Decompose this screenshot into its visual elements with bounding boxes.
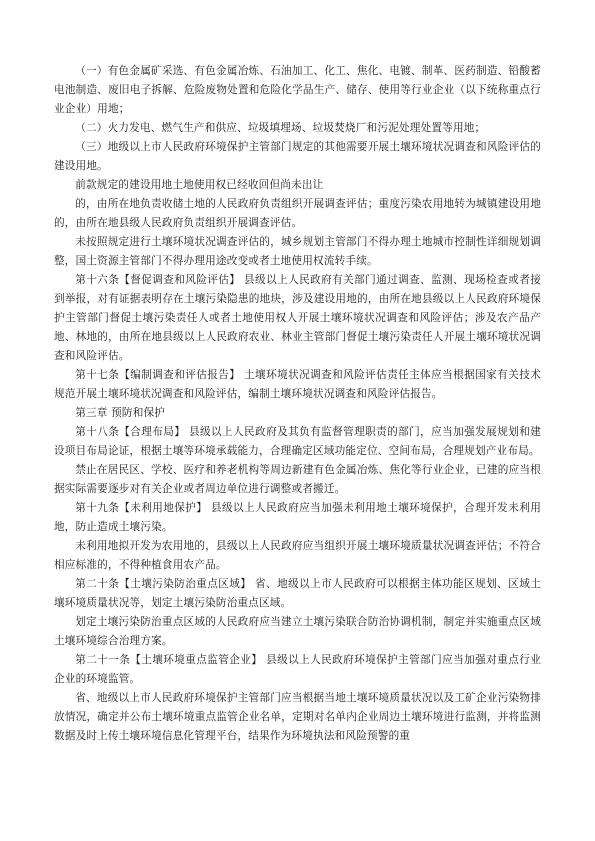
article-20: 第二十条【土壤污染防治重点区域】 省、地级以上市人民政府可以根据主体功能区规划、区域土壤环境质量状况等，划定土壤污染防治重点区域。: [54, 578, 541, 609]
article-19-farmland: 未利用地拟开发为农用地的，县级以上人民政府应当组织开展土壤环境质量状况调查评估；不符合相应标准的，不得种植食用农产品。: [54, 540, 541, 571]
paragraph-planning-restriction: 未按照规定进行土壤环境状况调查评估的，城乡规划主管部门不得办理土地城市控制性详细规划调整，国土资源主管部门不得办理用途改变或者土地使用权流转手续。: [54, 236, 541, 267]
chapter-3-heading: 第三章 预防和保护: [75, 407, 166, 419]
article-16: 第十六条【督促调查和风险评估】 县级以上人民政府有关部门通过调查、监测、现场检查或者接到举报，对有证据表明存在土壤污染隐患的地块，涉及建设用地的，由所在地县级以上人民政府环境保护主管部门督促土壤污染责任人或者土地使用权人开展土壤环境状况调查和风险评估；涉及农产品产地、林地的，由所在地县级以上人民政府农业、林业主管部门督促土壤污染责任人开展土壤环境状况调查和风险评估。: [54, 274, 541, 362]
article-19: 第十九条【未利用地保护】 县级以上人民政府应当加强未利用地土壤环境保护，合理开发未利用地，防止造成土壤污染。: [54, 502, 541, 533]
article-17: 第十七条【编制调查和评估报告】 土壤环境状况调查和风险评估责任主体应当根据国家有关技术规范开展土壤环境状况调查和风险评估，编制土壤环境状况调查和风险评估报告。: [54, 369, 541, 400]
article-18-prohibition: 禁止在居民区、学校、医疗和养老机构等周边新建有色金属冶炼、焦化等行业企业，已建的应当根据实际需要逐步对有关企业或者周边单位进行调整或者搬迁。: [54, 464, 541, 495]
article-21: 第二十一条【土壤环境重点监管企业】 县级以上人民政府环境保护主管部门应当加强对重点行业企业的环境监管。: [54, 654, 541, 685]
paragraph-item-2: （二）火力发电、燃气生产和供应、垃圾填埋场、垃圾焚烧厂和污泥处理处置等用地；: [75, 122, 486, 134]
article-20-mechanism: 划定土壤污染防治重点区域的人民政府应当建立土壤污染联合防治协调机制，制定并实施重点区域土壤环境综合治理方案。: [54, 616, 541, 647]
paragraph-unsold-land: 前款规定的建设用地土地使用权已经收回但尚未出让: [75, 179, 324, 191]
article-21-monitoring: 省、地级以上市人民政府环境保护主管部门应当根据当地土壤环境质量状况以及工矿企业污染物排放情况，确定并公布土壤环境重点监管企业名单，定期对名单内企业周边土壤环境进行监测，并将监测数据及时上传土壤环境信息化管理平台，结果作为环境执法和风险预警的重: [54, 692, 541, 742]
paragraph-item-1: （一）有色金属矿采选、有色金属冶炼、石油加工、化工、焦化、电镀、制革、医药制造、铅酸蓄电池制造、废旧电子拆解、危险废物处置和危险化学品生产、储存、使用等行业企业（以下统称重点行业企业）用地；: [54, 65, 541, 115]
article-18: 第十八条【合理布局】 县级以上人民政府及其负有监督管理职责的部门，应当加强发展规划和建设项目布局论证，根据土壤等环境承载能力，合理确定区域功能定位、空间布局，合理规划产业布局。: [54, 426, 541, 457]
paragraph-item-3: （三）地级以上市人民政府环境保护主管部门规定的其他需要开展土壤环境状况调查和风险评估的建设用地。: [54, 141, 541, 172]
paragraph-storage-government: 的，由所在地负责收储土地的人民政府负责组织开展调查评估；重度污染农用地转为城镇建设用地的，由所在地县级人民政府负责组织开展调查评估。: [54, 198, 541, 229]
